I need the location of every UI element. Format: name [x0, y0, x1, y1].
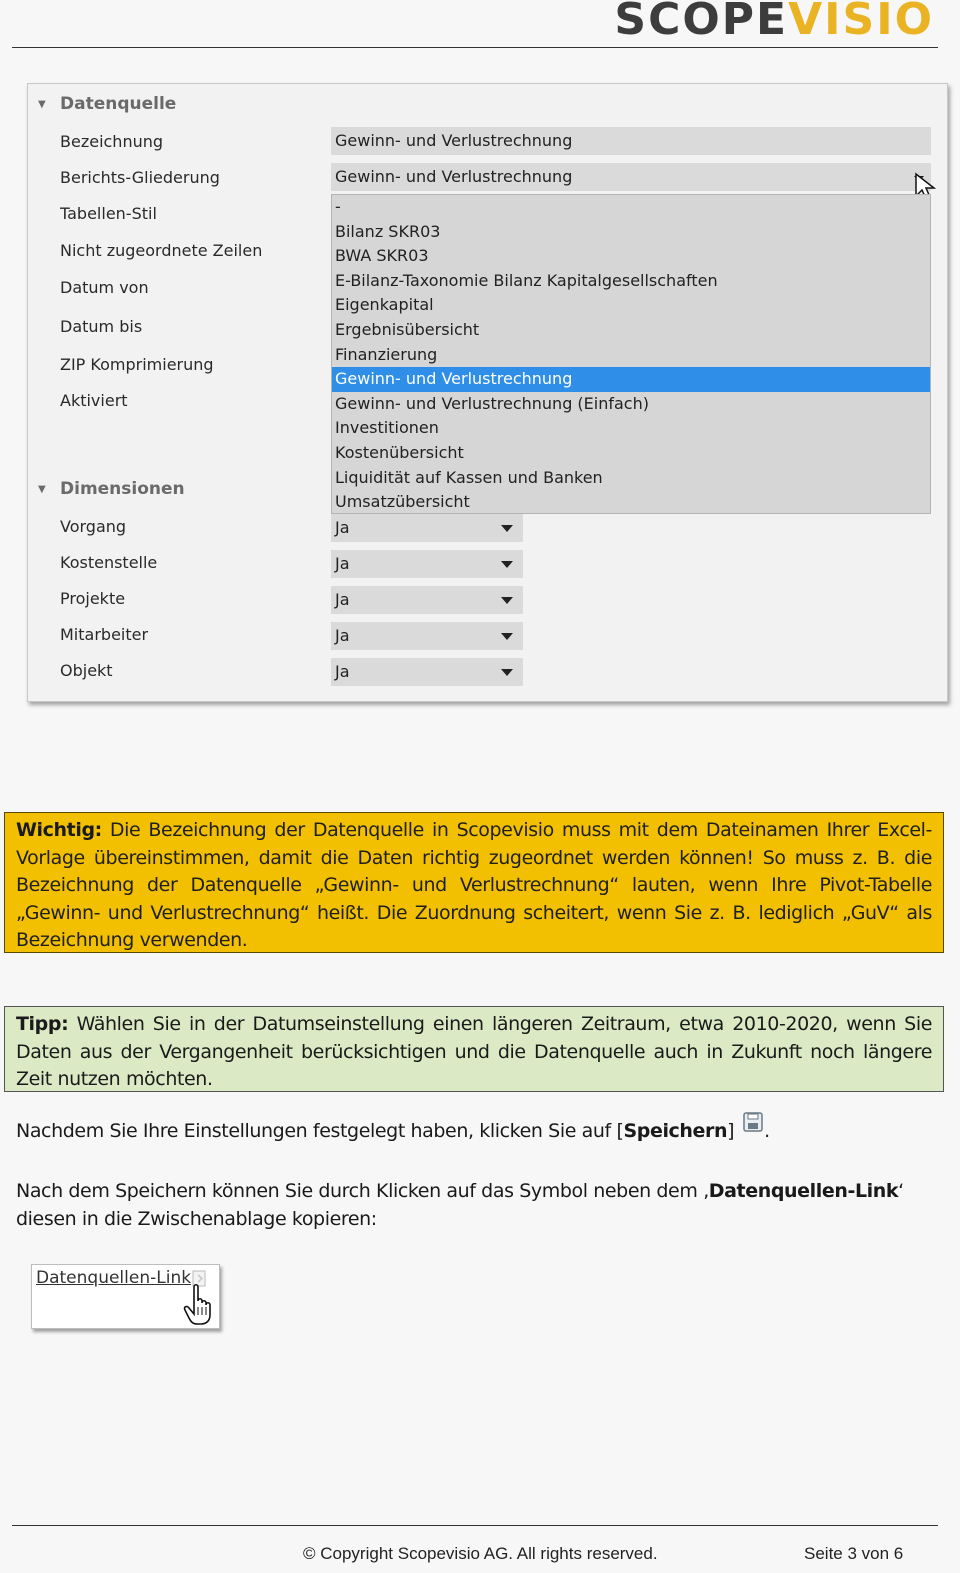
objekt-select[interactable]: Ja: [331, 658, 523, 686]
chevron-down-icon[interactable]: [501, 561, 513, 568]
dropdown-option[interactable]: Gewinn- und Verlustrechnung (Einfach): [335, 393, 649, 413]
dropdown-option[interactable]: Ergebnisübersicht: [335, 319, 480, 339]
collapse-triangle-icon[interactable]: ▼: [38, 99, 46, 110]
gliederung-dropdown-list[interactable]: [331, 194, 931, 514]
label-nicht-zugeordnete-zeilen: Nicht zugeordnete Zeilen: [60, 241, 263, 260]
footer-rule: [12, 1525, 938, 1526]
label-mitarbeiter: Mitarbeiter: [60, 625, 149, 644]
berichts-gliederung-select[interactable]: Gewinn- und Verlustrechnung: [331, 163, 931, 191]
dropdown-option[interactable]: Bilanz SKR03: [335, 221, 441, 241]
label-datum-bis: Datum bis: [60, 317, 143, 336]
label-vorgang: Vorgang: [60, 517, 127, 536]
settings-panel: [27, 83, 948, 702]
footer-page-number: Seite 3 von 6: [804, 1544, 904, 1563]
hand-pointer-icon: [182, 1283, 218, 1327]
save-icon: [742, 1111, 764, 1133]
dropdown-option[interactable]: Finanzierung: [335, 344, 438, 364]
section-datenquelle[interactable]: ▼ Datenquelle: [38, 94, 177, 114]
label-projekte: Projekte: [60, 589, 126, 608]
label-bezeichnung: Bezeichnung: [60, 132, 164, 151]
datenquellen-link[interactable]: Datenquellen-Link: [36, 1268, 192, 1288]
header-rule: [12, 47, 938, 48]
mitarbeiter-select[interactable]: Ja: [331, 622, 523, 650]
label-datum-von: Datum von: [60, 278, 149, 297]
logo: SCOPEVISIO: [614, 0, 934, 45]
warning-box: Wichtig: Die Bezeichnung der Datenquelle in Scopevisio muss mit dem Dateinamen Ihrer Excel-Vorlage übereinstimmen, damit die Daten richtig zugeordnet werden können! So muss z. B. die Bezeichnung der Datenquelle „Gewinn- und Verlustrechnung“ lauten, wenn Ihre Pivot-Tabelle „Gewinn- und Verlustrechnung“ heißt. Die Zuordnung scheitert, wenn Sie z. B. lediglich „GuV“ als Bezeichnung verwenden.: [4, 812, 944, 953]
dropdown-option-selected[interactable]: Gewinn- und Verlustrechnung: [332, 367, 930, 392]
save-instruction: Nachdem Sie Ihre Einstellungen festgelegt haben, klicken Sie auf [Speichern] .: [16, 1111, 936, 1146]
collapse-triangle-icon[interactable]: ▼: [38, 484, 46, 495]
dropdown-option[interactable]: E-Bilanz-Taxonomie Bilanz Kapitalgesellschaften: [335, 270, 718, 290]
label-tabellen-stil: Tabellen-Stil: [60, 204, 157, 223]
chevron-down-icon[interactable]: [501, 633, 513, 640]
vorgang-select[interactable]: Ja: [331, 514, 523, 542]
kostenstelle-select[interactable]: Ja: [331, 550, 523, 578]
dropdown-option[interactable]: Eigenkapital: [335, 295, 434, 315]
chevron-down-icon[interactable]: [501, 669, 513, 676]
section-dimensionen[interactable]: ▼ Dimensionen: [38, 479, 185, 499]
dropdown-option[interactable]: Kostenübersicht: [335, 442, 464, 462]
dropdown-option[interactable]: Liquidität auf Kassen und Banken: [335, 467, 603, 487]
dropdown-option[interactable]: -: [335, 197, 341, 216]
bezeichnung-input[interactable]: Gewinn- und Verlustrechnung: [331, 127, 931, 155]
label-berichts-gliederung: Berichts-Gliederung: [60, 168, 220, 187]
label-aktiviert: Aktiviert: [60, 391, 128, 410]
dropdown-option[interactable]: BWA SKR03: [335, 246, 429, 266]
datenquellen-link-box: [31, 1264, 220, 1329]
tip-box: Tipp: Wählen Sie in der Datumseinstellung einen längeren Zeitraum, etwa 2010-2020, wenn Sie Daten aus der Vergangenheit berücksichtigen und die Datenquelle auch in Zukunft noch längere Zeit nutzen möchten.: [4, 1006, 944, 1092]
projekte-select[interactable]: Ja: [331, 586, 523, 614]
dropdown-option[interactable]: Umsatzübersicht: [335, 492, 470, 512]
label-objekt: Objekt: [60, 661, 113, 680]
label-kostenstelle: Kostenstelle: [60, 553, 158, 572]
footer-copyright: © Copyright Scopevisio AG. All rights reserved.: [303, 1544, 658, 1563]
dropdown-option[interactable]: Investitionen: [335, 418, 439, 438]
chevron-down-icon[interactable]: [501, 597, 513, 604]
chevron-down-icon[interactable]: [501, 525, 513, 532]
label-zip-komprimierung: ZIP Komprimierung: [60, 355, 214, 374]
copy-instruction: Nach dem Speichern können Sie durch Klicken auf das Symbol neben dem ‚Datenquellen-Link‘ diesen in die Zwischenablage kopieren:: [16, 1180, 904, 1230]
